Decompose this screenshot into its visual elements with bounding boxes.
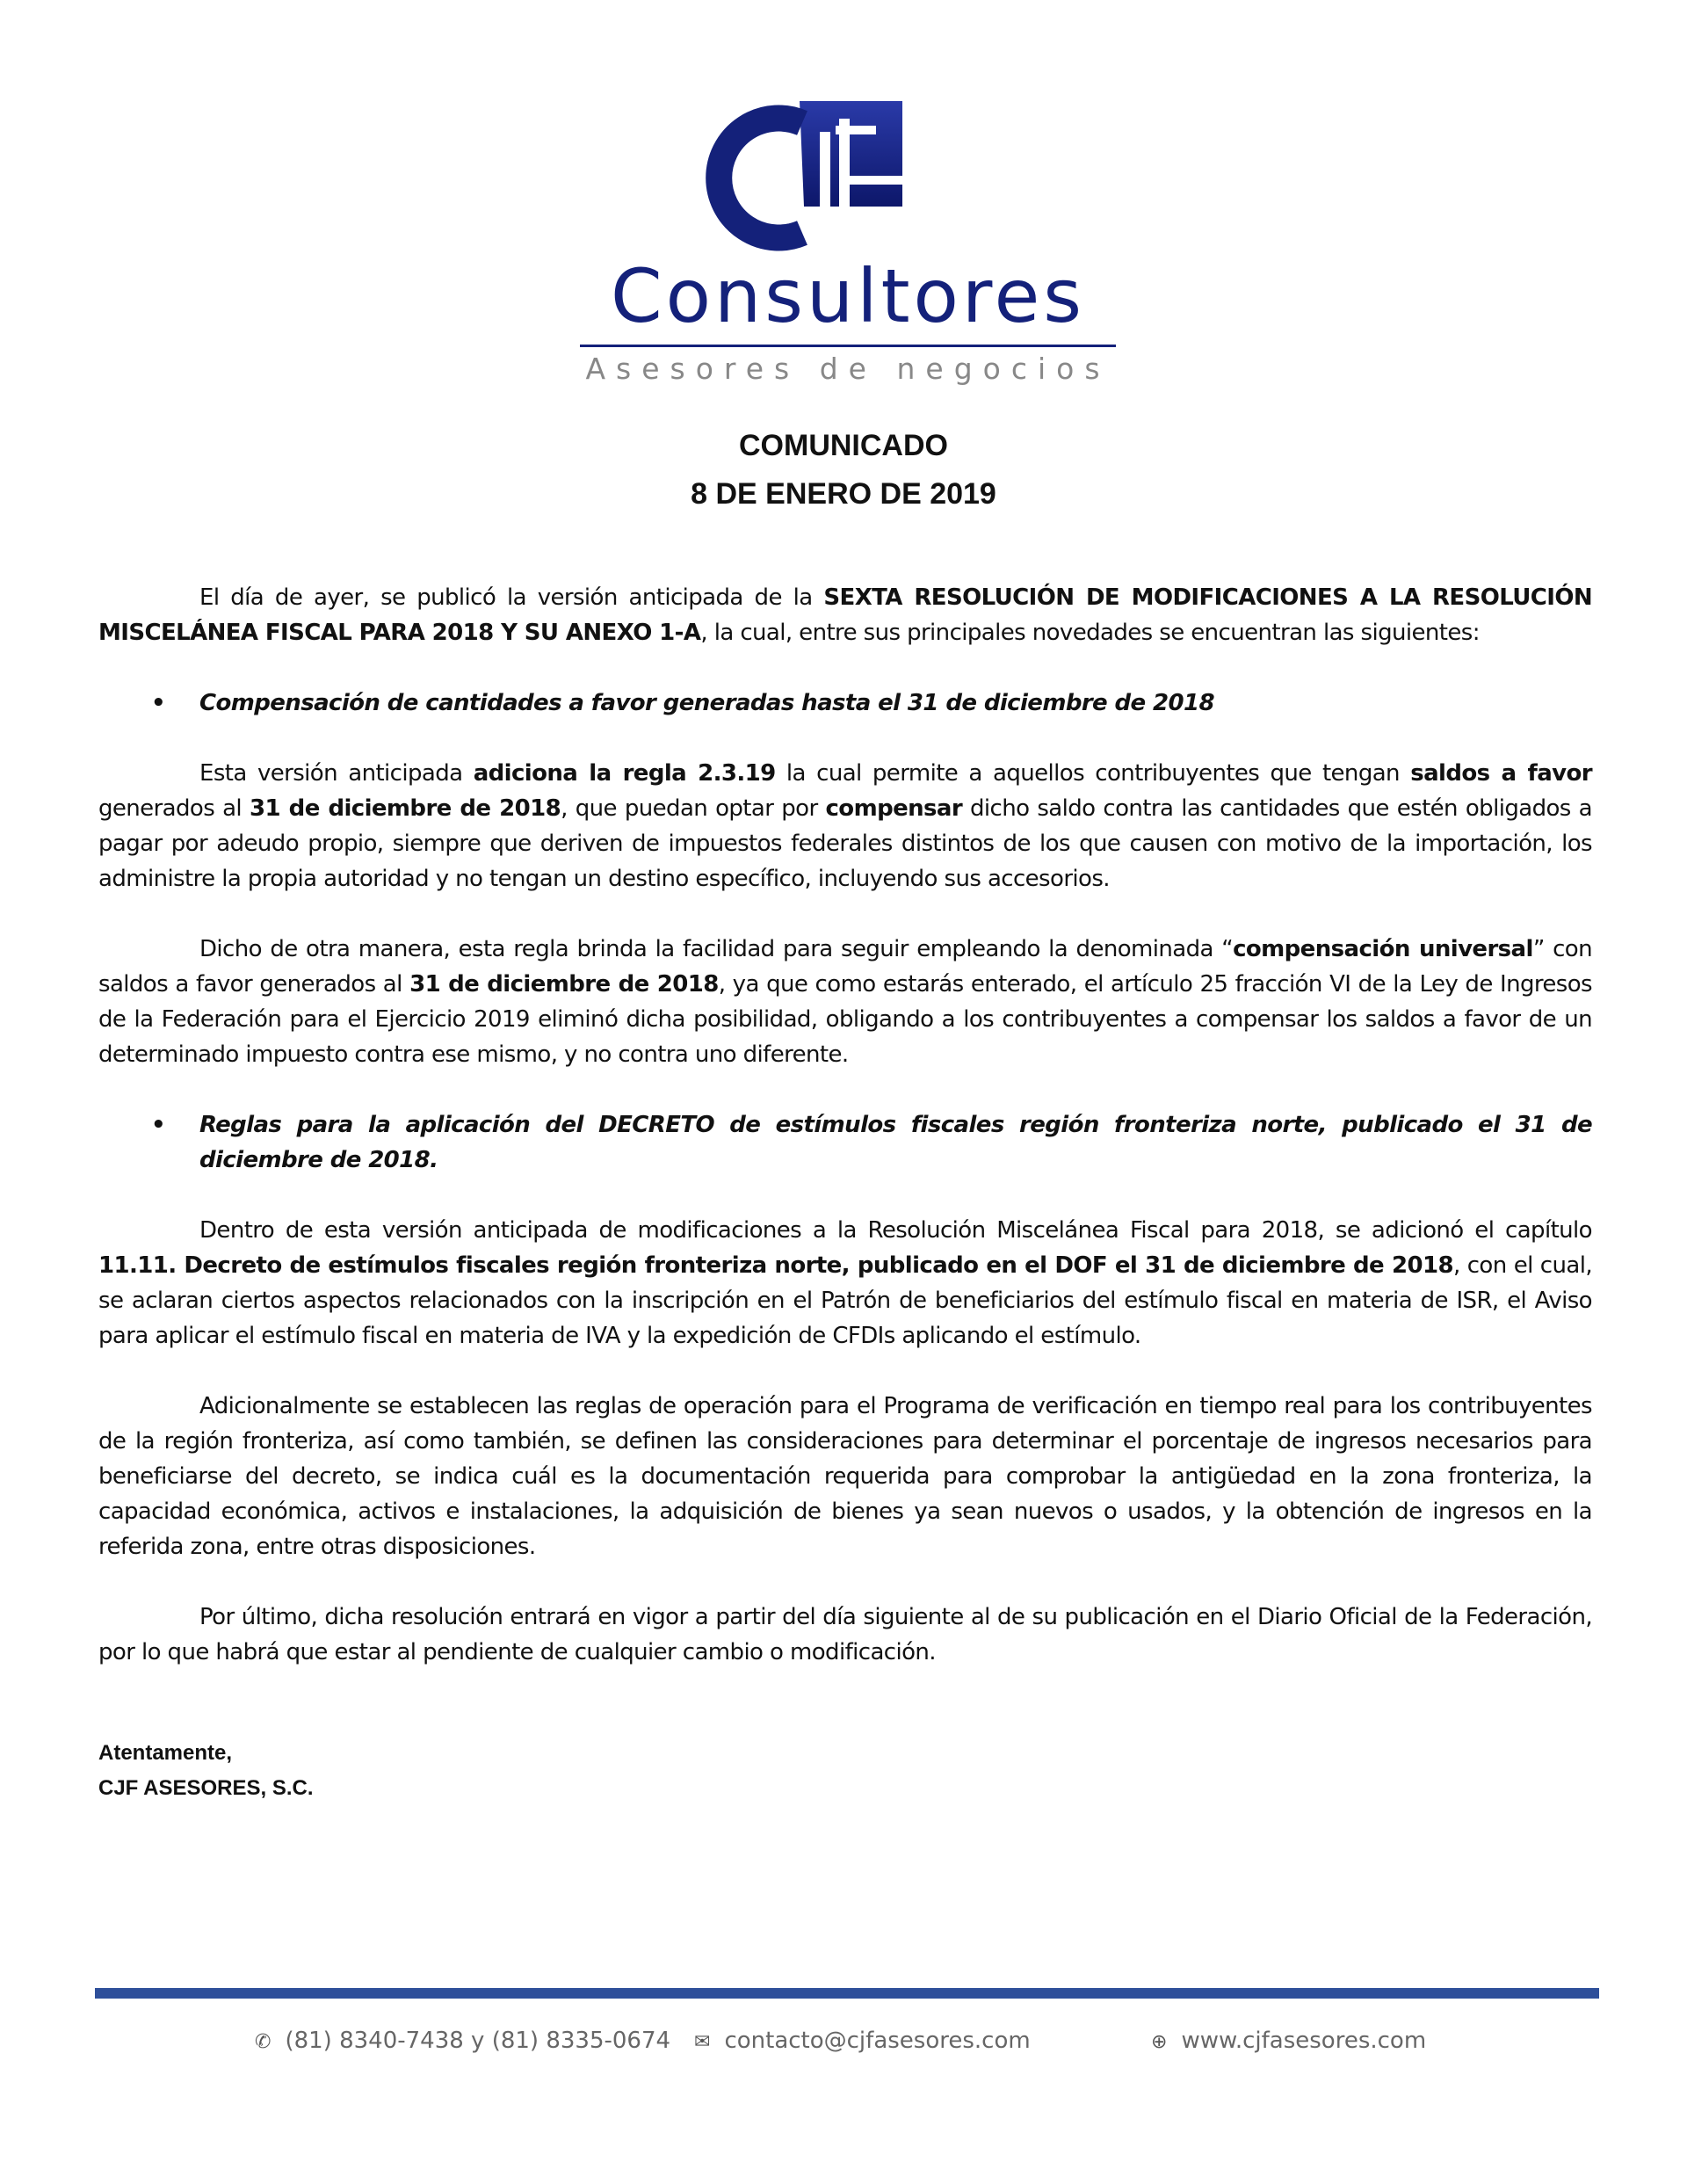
signature-closing: Atentamente, bbox=[98, 1741, 233, 1765]
logo-tagline: Asesores de negocios bbox=[585, 352, 1111, 386]
logo-divider bbox=[580, 345, 1116, 347]
logo-brand-name: Consultores bbox=[610, 253, 1086, 339]
footer-website[interactable] bbox=[1151, 2026, 1426, 2057]
paragraph-regla: Esta versión anticipada adiciona la regla 2.3.19 la cual permite a aquellos contribuyentes que tengan saldos a favor generados al 31 de diciembre de 2018, que puedan optar por compensar dicho saldo contra las cantidades que estén obligados a pagar por adeudo propio, siempre que deriven de impuestos federales distintos de los que causen con motivo de la importación, los administre la propia autoridad y no tengan un destino específico, incluyendo sus accesorios. bbox=[98, 760, 1592, 892]
footer-email-link[interactable]: contacto@cjfasesores.com bbox=[724, 2028, 1031, 2054]
globe-icon: ⊕ bbox=[1151, 2031, 1168, 2053]
document-title: COMUNICADO bbox=[739, 429, 948, 462]
signature-block bbox=[98, 1736, 314, 1806]
footer-phone bbox=[255, 2026, 670, 2057]
document-body bbox=[98, 580, 1592, 1705]
paragraph-reglas-operacion: Adicionalmente se establecen las reglas de operación para el Programa de verificación en tiempo real para los contribuyentes de la región fronteriza, así como también, se definen las consideraciones para determinar el porcentaje de ingresos necesarios para beneficiarse del decreto, se indica cuál es la documentación requerida para comprobar la antigüedad en la zona fronteriza, la capacidad económica, activos e instalaciones, la adquisición de bienes ya sean nuevos o usados, y la obtención de ingresos en la referida zona, entre otras disposiciones. bbox=[98, 1393, 1592, 1560]
document-date: 8 DE ENERO DE 2019 bbox=[691, 477, 996, 511]
footer-divider bbox=[95, 1988, 1599, 1999]
paragraph-compensacion-universal: Dicho de otra manera, esta regla brinda la facilidad para seguir empleando la denominada “compensación universal” con saldos a favor generados al 31 de diciembre de 2018, ya que como estarás enterado, el artículo 25 fracción VI de la Ley de Ingresos de la Federación para el Ejercicio 2019 eliminó dicha posibilidad, obligando a los contribuyentes a compensar los saldos a favor de un determinado impuesto contra ese mismo, y no contra uno diferente. bbox=[98, 936, 1592, 1068]
bullet-compensacion: • Compensación de cantidades a favor generadas hasta el 31 de diciembre de 2018 bbox=[151, 690, 1215, 716]
email-icon: ✉ bbox=[694, 2031, 711, 2053]
paragraph-vigor: Por último, dicha resolución entrará en vigor a partir del día siguiente al de su publicación en el Diario Oficial de la Federación, por lo que habrá que estar al pendiente de cualquier cambio o modificación. bbox=[98, 1604, 1592, 1665]
company-logo bbox=[576, 101, 1120, 391]
intro-paragraph: El día de ayer, se publicó la versión anticipada de la SEXTA RESOLUCIÓN DE MODIFICACIONES A LA RESOLUCIÓN MISCELÁNEA FISCAL PARA 2018 Y SU ANEXO 1-A, la cual, entre sus principales novedades se encuentran las siguientes: bbox=[98, 584, 1592, 646]
bullet-decreto: • Reglas para la aplicación del DECRETO de estímulos fiscales región fronteriza norte, publicado el 31 de diciembre de 2018. bbox=[151, 1112, 1592, 1173]
footer-website-link[interactable]: www.cjfasesores.com bbox=[1181, 2028, 1427, 2054]
phone-icon: ✆ bbox=[255, 2031, 272, 2053]
cjf-monogram bbox=[576, 101, 1120, 391]
signature-company: CJF ASESORES, S.C. bbox=[98, 1776, 314, 1800]
paragraph-capitulo: Dentro de esta versión anticipada de modificaciones a la Resolución Miscelánea Fiscal para 2018, se adicionó el capítulo 11.11. Decreto de estímulos fiscales región fronteriza norte, publicado en el DOF el 31 de diciembre de 2018, con el cual, se aclaran ciertos aspectos relacionados con la inscripción en el Patrón de beneficiarios del estímulo fiscal en materia de ISR, el Aviso para aplicar el estímulo fiscal en materia de IVA y la expedición de CFDIs aplicando el estímulo. bbox=[98, 1217, 1593, 1349]
footer-email[interactable] bbox=[694, 2026, 1031, 2057]
footer-phone-text: (81) 8340-7438 y (81) 8335-0674 bbox=[285, 2028, 671, 2054]
